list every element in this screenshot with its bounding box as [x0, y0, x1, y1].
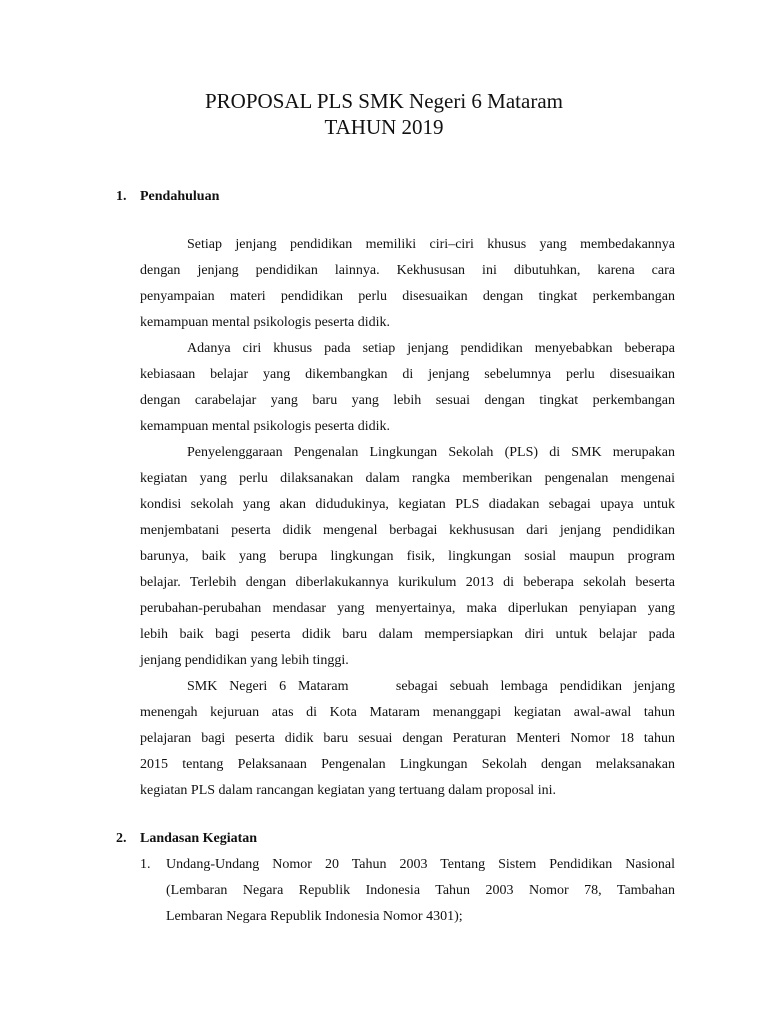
paragraph-line: jenjang pendidikan yang lebih tinggi.	[140, 653, 349, 668]
list-item-line: (Lembaran Negara Republik Indonesia Tahun 2003 Nomor 78, Tambahan	[166, 883, 675, 898]
paragraph-line: Penyelenggaraan Pengenalan Lingkungan Sekolah (PLS) di SMK merupakan	[187, 445, 675, 460]
paragraph-line: penyampaian materi pendidikan perlu disesuaikan dengan tingkat perkembangan	[140, 289, 675, 304]
section-title: Pendahuluan	[140, 189, 220, 204]
section-number: 1.	[116, 189, 127, 204]
paragraph-line: belajar. Terlebih dengan diberlakukannya kurikulum 2013 di beberapa sekolah beserta	[140, 575, 675, 590]
paragraph-line: 2015 tentang Pelaksanaan Pengenalan Lingkungan Sekolah dengan melaksanakan	[140, 757, 675, 772]
paragraph-line: dengan jenjang pendidikan lainnya. Kekhususan ini dibutuhkan, karena cara	[140, 263, 675, 278]
list-item-number: 1.	[140, 857, 151, 872]
section-heading-pendahuluan	[116, 187, 219, 207]
list-item-line: Lembaran Negara Republik Indonesia Nomor 4301);	[166, 909, 463, 924]
paragraph-line: kemampuan mental psikologis peserta didik.	[140, 419, 391, 434]
paragraph-line: kondisi sekolah yang akan didudukinya, kegiatan PLS diadakan sebagai upaya untuk	[140, 497, 675, 512]
document-title-line2: TAHUN 2019	[324, 115, 444, 139]
paragraph-line: kegiatan PLS dalam rancangan kegiatan yang tertuang dalam proposal ini.	[140, 783, 556, 798]
paragraph-line: kegiatan yang perlu dilaksanakan dalam rangka memberikan pengenalan mengenai	[140, 471, 675, 486]
section-heading-landasan-kegiatan	[116, 829, 257, 849]
paragraph-line: pelajaran bagi peserta didik baru sesuai dengan Peraturan Menteri Nomor 18 tahun	[140, 731, 675, 746]
paragraph-line: kebiasaan belajar yang dikembangkan di jenjang sebelumnya perlu disesuaikan	[140, 367, 675, 382]
paragraph-line: menjembatani peserta didik mengenal berbagai kekhususan dari jenjang pendidikan	[140, 523, 675, 538]
paragraph-line: barunya, baik yang berupa lingkungan fisik, lingkungan sosial maupun program	[140, 549, 675, 564]
paragraph-line: menengah kejuruan atas di Kota Mataram menanggapi kegiatan awal-awal tahun	[140, 705, 675, 720]
paragraph-line: Adanya ciri khusus pada setiap jenjang pendidikan menyebabkan beberapa	[187, 341, 675, 356]
paragraph-line: dengan carabelajar yang baru yang lebih sesuai dengan tingkat perkembangan	[140, 393, 675, 408]
paragraph-line: SMK Negeri 6 Mataram sebagai sebuah lembaga pendidikan jenjang	[187, 679, 675, 694]
section-title: Landasan Kegiatan	[140, 831, 258, 846]
document-title-line1: PROPOSAL PLS SMK Negeri 6 Mataram	[205, 89, 563, 113]
paragraph-line: lebih baik bagi peserta didik baru dalam mempersiapkan diri untuk belajar pada	[140, 627, 675, 642]
paragraph-line: perubahan-perubahan mendasar yang menyertainya, maka diperlukan penyiapan yang	[140, 601, 675, 616]
paragraph-line: Setiap jenjang pendidikan memiliki ciri–ciri khusus yang membedakannya	[187, 237, 675, 252]
section-number: 2.	[116, 831, 127, 846]
paragraph-line: kemampuan mental psikologis peserta didik.	[140, 315, 391, 330]
list-item-line: Undang-Undang Nomor 20 Tahun 2003 Tentang Sistem Pendidikan Nasional	[166, 857, 675, 872]
